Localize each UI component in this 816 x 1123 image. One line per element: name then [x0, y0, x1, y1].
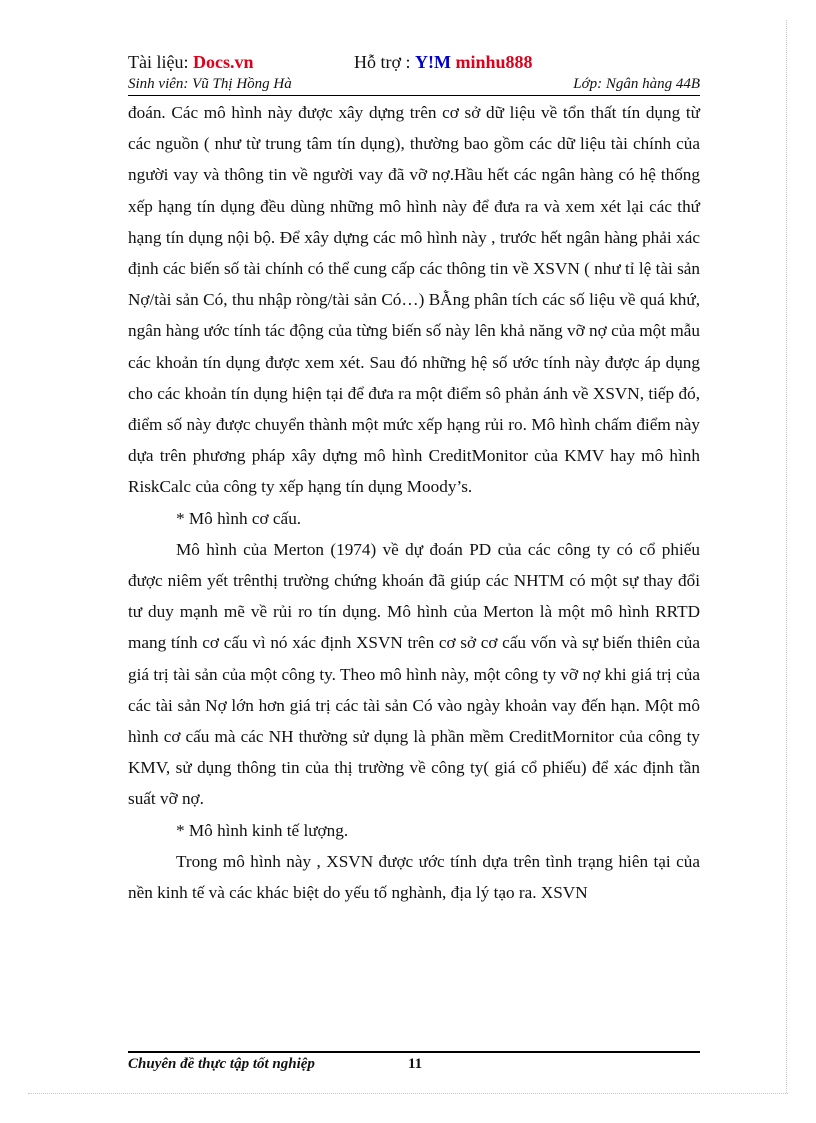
section-heading-structural-model: * Mô hình cơ cấu. [176, 508, 302, 528]
support-credit: Hỗ trợ : Y!M minhu888 [354, 52, 533, 72]
footer-rule [128, 1051, 700, 1053]
footer-title: Chuyên đề thực tập tốt nghiệp [128, 1056, 315, 1072]
page-number: 11 [408, 1056, 423, 1072]
class-name: Lớp: Ngân hàng 44B [573, 76, 700, 92]
docs-site-link[interactable]: Docs.vn [192, 52, 254, 72]
paragraph: Trong mô hình này , XSVN được ước tính dựa trên tình trạng hiên tại của nền kinh tế và các khác biệt do yếu tố nghành, địa lý tạo ra. XSVN [128, 851, 700, 903]
body-text [128, 97, 700, 908]
page-footer [128, 1056, 700, 1078]
site-banner [128, 52, 708, 76]
page-edge-right [786, 20, 787, 1093]
page-edge-bottom [28, 1093, 788, 1094]
header-rule [128, 95, 700, 96]
running-header [128, 76, 700, 96]
section-heading-econometric-model: * Mô hình kinh tế lượng. [176, 820, 349, 840]
ym-label: Y!M [415, 52, 451, 72]
docs-credit: Tài liệu: Docs.vn [128, 52, 254, 72]
paragraph: đoán. Các mô hình này được xây dựng trên cơ sở dữ liệu về tổn thất tín dụng từ các nguồn ( như từ trung tâm tín dụng), thường bao gồm các dữ liệu tài chính của người vay và thông tin về người vay đã vỡ nợ.Hầu hết các ngân hàng có hệ thống xếp hạng tín dụng đều dùng những mô hình này để đưa ra và xem xét lại các thứ hạng tín dụng nội bộ. Để xây dựng các mô hình này , trước hết ngân hàng phải xác định các biến số tài chính có thể cung cấp các thông tin về XSVN ( như tỉ lệ tài sản Nợ/tài sản Có, thu nhập ròng/tài sản Có…) BẰng phân tích các số liệu về quá khứ, ngân hàng ước tính tác động của từng biến số này lên khả năng vỡ nợ của một mẫu các khoản tín dụng được xem xét. Sau đó những hệ số ước tính này được áp dụng cho các khoản tín dụng hiện tại để đưa ra một điểm sô phản ánh về XSVN, tiếp đó, điểm số này được chuyển thành một mức xếp hạng rủi ro. Mô hình chấm điểm này dựa trên phương pháp xây dựng mô hình CreditMonitor của KMV hay mô hình RiskCalc của công ty xếp hạng tín dụng Moody’s. [128, 103, 700, 497]
student-name: Sinh viên: Vũ Thị Hồng Hà [128, 76, 292, 92]
paragraph: Mô hình của Merton (1974) về dự đoán PD của các công ty có cổ phiếu được niêm yết trênthị trường chứng khoán đã giúp các NHTM có một sự thay đổi tư duy mạnh mẽ về rủi ro tín dụng. Mô hình của Merton là một mô hình RRTD mang tính cơ cấu vì nó xác định XSVN trên cơ sở cơ cấu vốn và sự biến thiên của giá trị tài sản của một công ty. Theo mô hình này, một công ty vỡ nợ khi giá trị của các tài sản Nợ lớn hơn giá trị các tài sản Có vào ngày khoản vay đến hạn. Một mô hình cơ cấu mà các NH thường sử dụng là phần mềm CreditMornitor của công ty KMV, sử dụng thông tin của thị trường về công ty( giá cổ phiếu) để xác định tần suất vỡ nợ. [128, 539, 700, 809]
ym-user: minhu888 [451, 52, 533, 72]
